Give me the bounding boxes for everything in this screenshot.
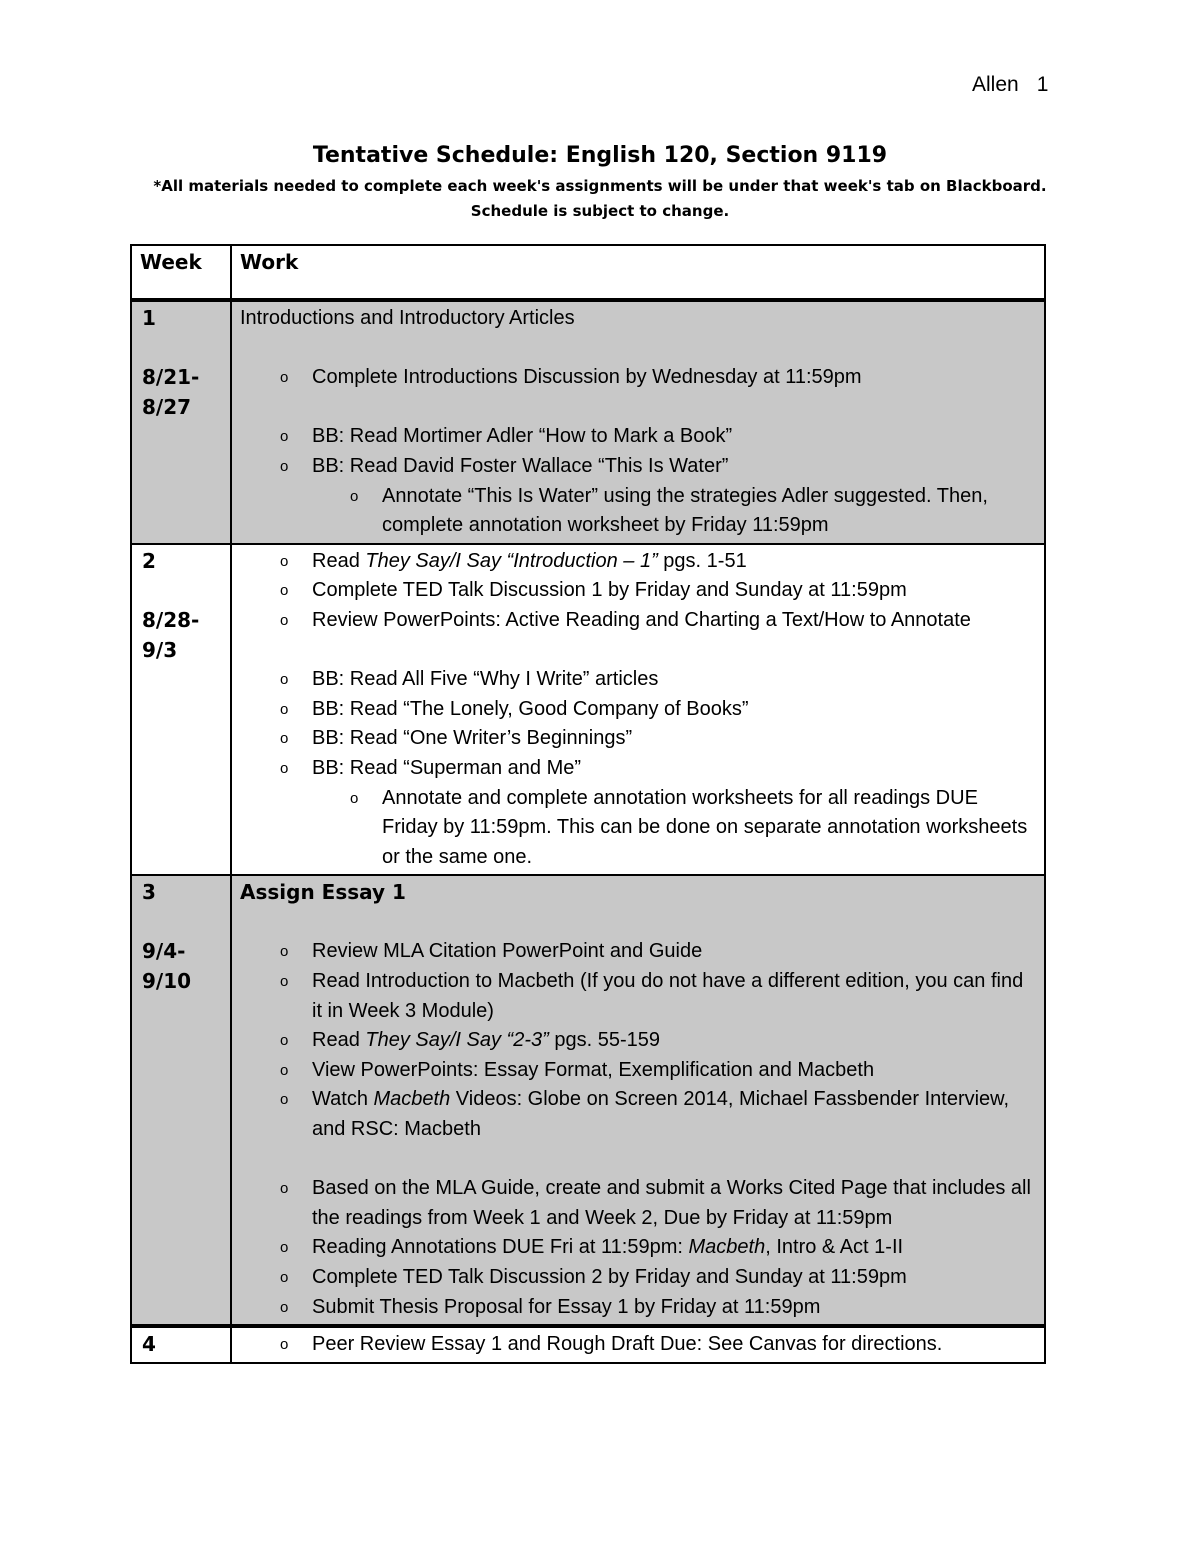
page-number: 1 (1036, 73, 1049, 96)
author-name: Allen (972, 73, 1019, 96)
week-dates-end: 9/3 (142, 637, 178, 662)
task-list (240, 363, 1036, 393)
week-dates-start: 9/4- (142, 939, 186, 964)
list-item: o Annotate “This Is Water” using the strategies Adler suggested. Then, complete annotation worksheet by Friday 11:59pm (240, 482, 1036, 541)
task-list (240, 547, 1036, 636)
week-number: 3 (142, 880, 156, 905)
book-title: Macbeth (373, 1088, 451, 1111)
work-cell (231, 875, 1045, 1326)
table-row-week-4 (131, 1326, 1045, 1363)
book-title: They Say/I Say “2-3” (365, 1029, 549, 1052)
list-item: o Peer Review Essay 1 and Rough Draft Due: See Canvas for directions. (240, 1330, 1036, 1360)
list-item: o Complete TED Talk Discussion 1 by Friday and Sunday at 11:59pm (240, 576, 1036, 606)
week-heading: Assign Essay 1 (240, 880, 406, 905)
list-item: o Watch Macbeth Videos: Globe on Screen 2014, Michael Fassbender Interview, and RSC: Macbeth (240, 1085, 1036, 1144)
list-item: o Annotate and complete annotation worksheets for all readings DUE Friday by 11:59pm. This can be done on separate annotation worksheets or the same one. (240, 784, 1036, 873)
list-item: o BB: Read David Foster Wallace “This Is Water” (240, 452, 1036, 482)
week-dates-end: 9/10 (142, 969, 192, 994)
work-cell (231, 544, 1045, 876)
list-item: o Read They Say/I Say “2-3” pgs. 55-159 (240, 1026, 1036, 1056)
table-row-week-1 (131, 300, 1045, 544)
book-title: Macbeth (688, 1236, 766, 1259)
subtask-list (240, 482, 1036, 541)
task-list (240, 665, 1036, 783)
task-list (240, 937, 1036, 1144)
page-header (972, 73, 1048, 97)
page-subtitle: *All materials needed to complete each week's assignments will be under that week's tab on Blackboard. Schedule is subject to change. (153, 177, 1047, 220)
list-item: o Review MLA Citation PowerPoint and Guide (240, 937, 1036, 967)
week-cell (131, 1326, 231, 1363)
subtask-list (240, 784, 1036, 873)
list-item: o Submit Thesis Proposal for Essay 1 by Friday at 11:59pm (240, 1293, 1036, 1323)
list-item: o Based on the MLA Guide, create and submit a Works Cited Page that includes all the readings from Week 1 and Week 2, Due by Friday at 11:59pm (240, 1174, 1036, 1233)
list-item: o BB: Read “The Lonely, Good Company of Books” (240, 695, 1036, 725)
list-item: o Read They Say/I Say “Introduction – 1” pgs. 1-51 (240, 547, 1036, 577)
week-cell (131, 544, 231, 876)
list-item: o BB: Read “One Writer’s Beginnings” (240, 724, 1036, 754)
schedule-table (130, 244, 1046, 1364)
week-number: 1 (142, 306, 156, 330)
list-item: o BB: Read “Superman and Me” (240, 754, 1036, 784)
list-item: o Reading Annotations DUE Fri at 11:59pm: Macbeth, Intro & Act 1-II (240, 1233, 1036, 1263)
list-item: o View PowerPoints: Essay Format, Exemplification and Macbeth (240, 1056, 1036, 1086)
week-number: 2 (142, 548, 156, 573)
list-item: o BB: Read All Five “Why I Write” articles (240, 665, 1036, 695)
week-number: 4 (142, 1332, 156, 1357)
list-item: o Review PowerPoints: Active Reading and Charting a Text/How to Annotate (240, 606, 1036, 636)
list-item: o Complete Introductions Discussion by Wednesday at 11:59pm (240, 363, 1036, 393)
work-column-header: Work (231, 245, 1045, 300)
list-item: o Read Introduction to Macbeth (If you do not have a different edition, you can find it in Week 3 Module) (240, 967, 1036, 1026)
work-cell (231, 1326, 1045, 1363)
list-item: o BB: Read Mortimer Adler “How to Mark a Book” (240, 422, 1036, 452)
task-list (240, 1330, 1036, 1360)
table-row-week-2 (131, 544, 1045, 876)
week-cell (131, 300, 231, 544)
table-header-row (131, 245, 1045, 300)
work-cell (231, 300, 1045, 544)
week-cell (131, 875, 231, 1326)
table-row-week-3 (131, 875, 1045, 1326)
week-dates-end: 8/27 (142, 394, 192, 419)
task-list (240, 1174, 1036, 1322)
list-item: o Complete TED Talk Discussion 2 by Friday and Sunday at 11:59pm (240, 1263, 1036, 1293)
task-list (240, 422, 1036, 481)
week-heading: Introductions and Introductory Articles (240, 307, 575, 329)
book-title: They Say/I Say “Introduction – 1” (365, 549, 658, 572)
week-dates-start: 8/28- (142, 607, 200, 632)
page-title: Tentative Schedule: English 120, Section 9119 (312, 143, 888, 168)
week-dates-start: 8/21- (142, 365, 200, 390)
week-column-header: Week (131, 245, 231, 300)
